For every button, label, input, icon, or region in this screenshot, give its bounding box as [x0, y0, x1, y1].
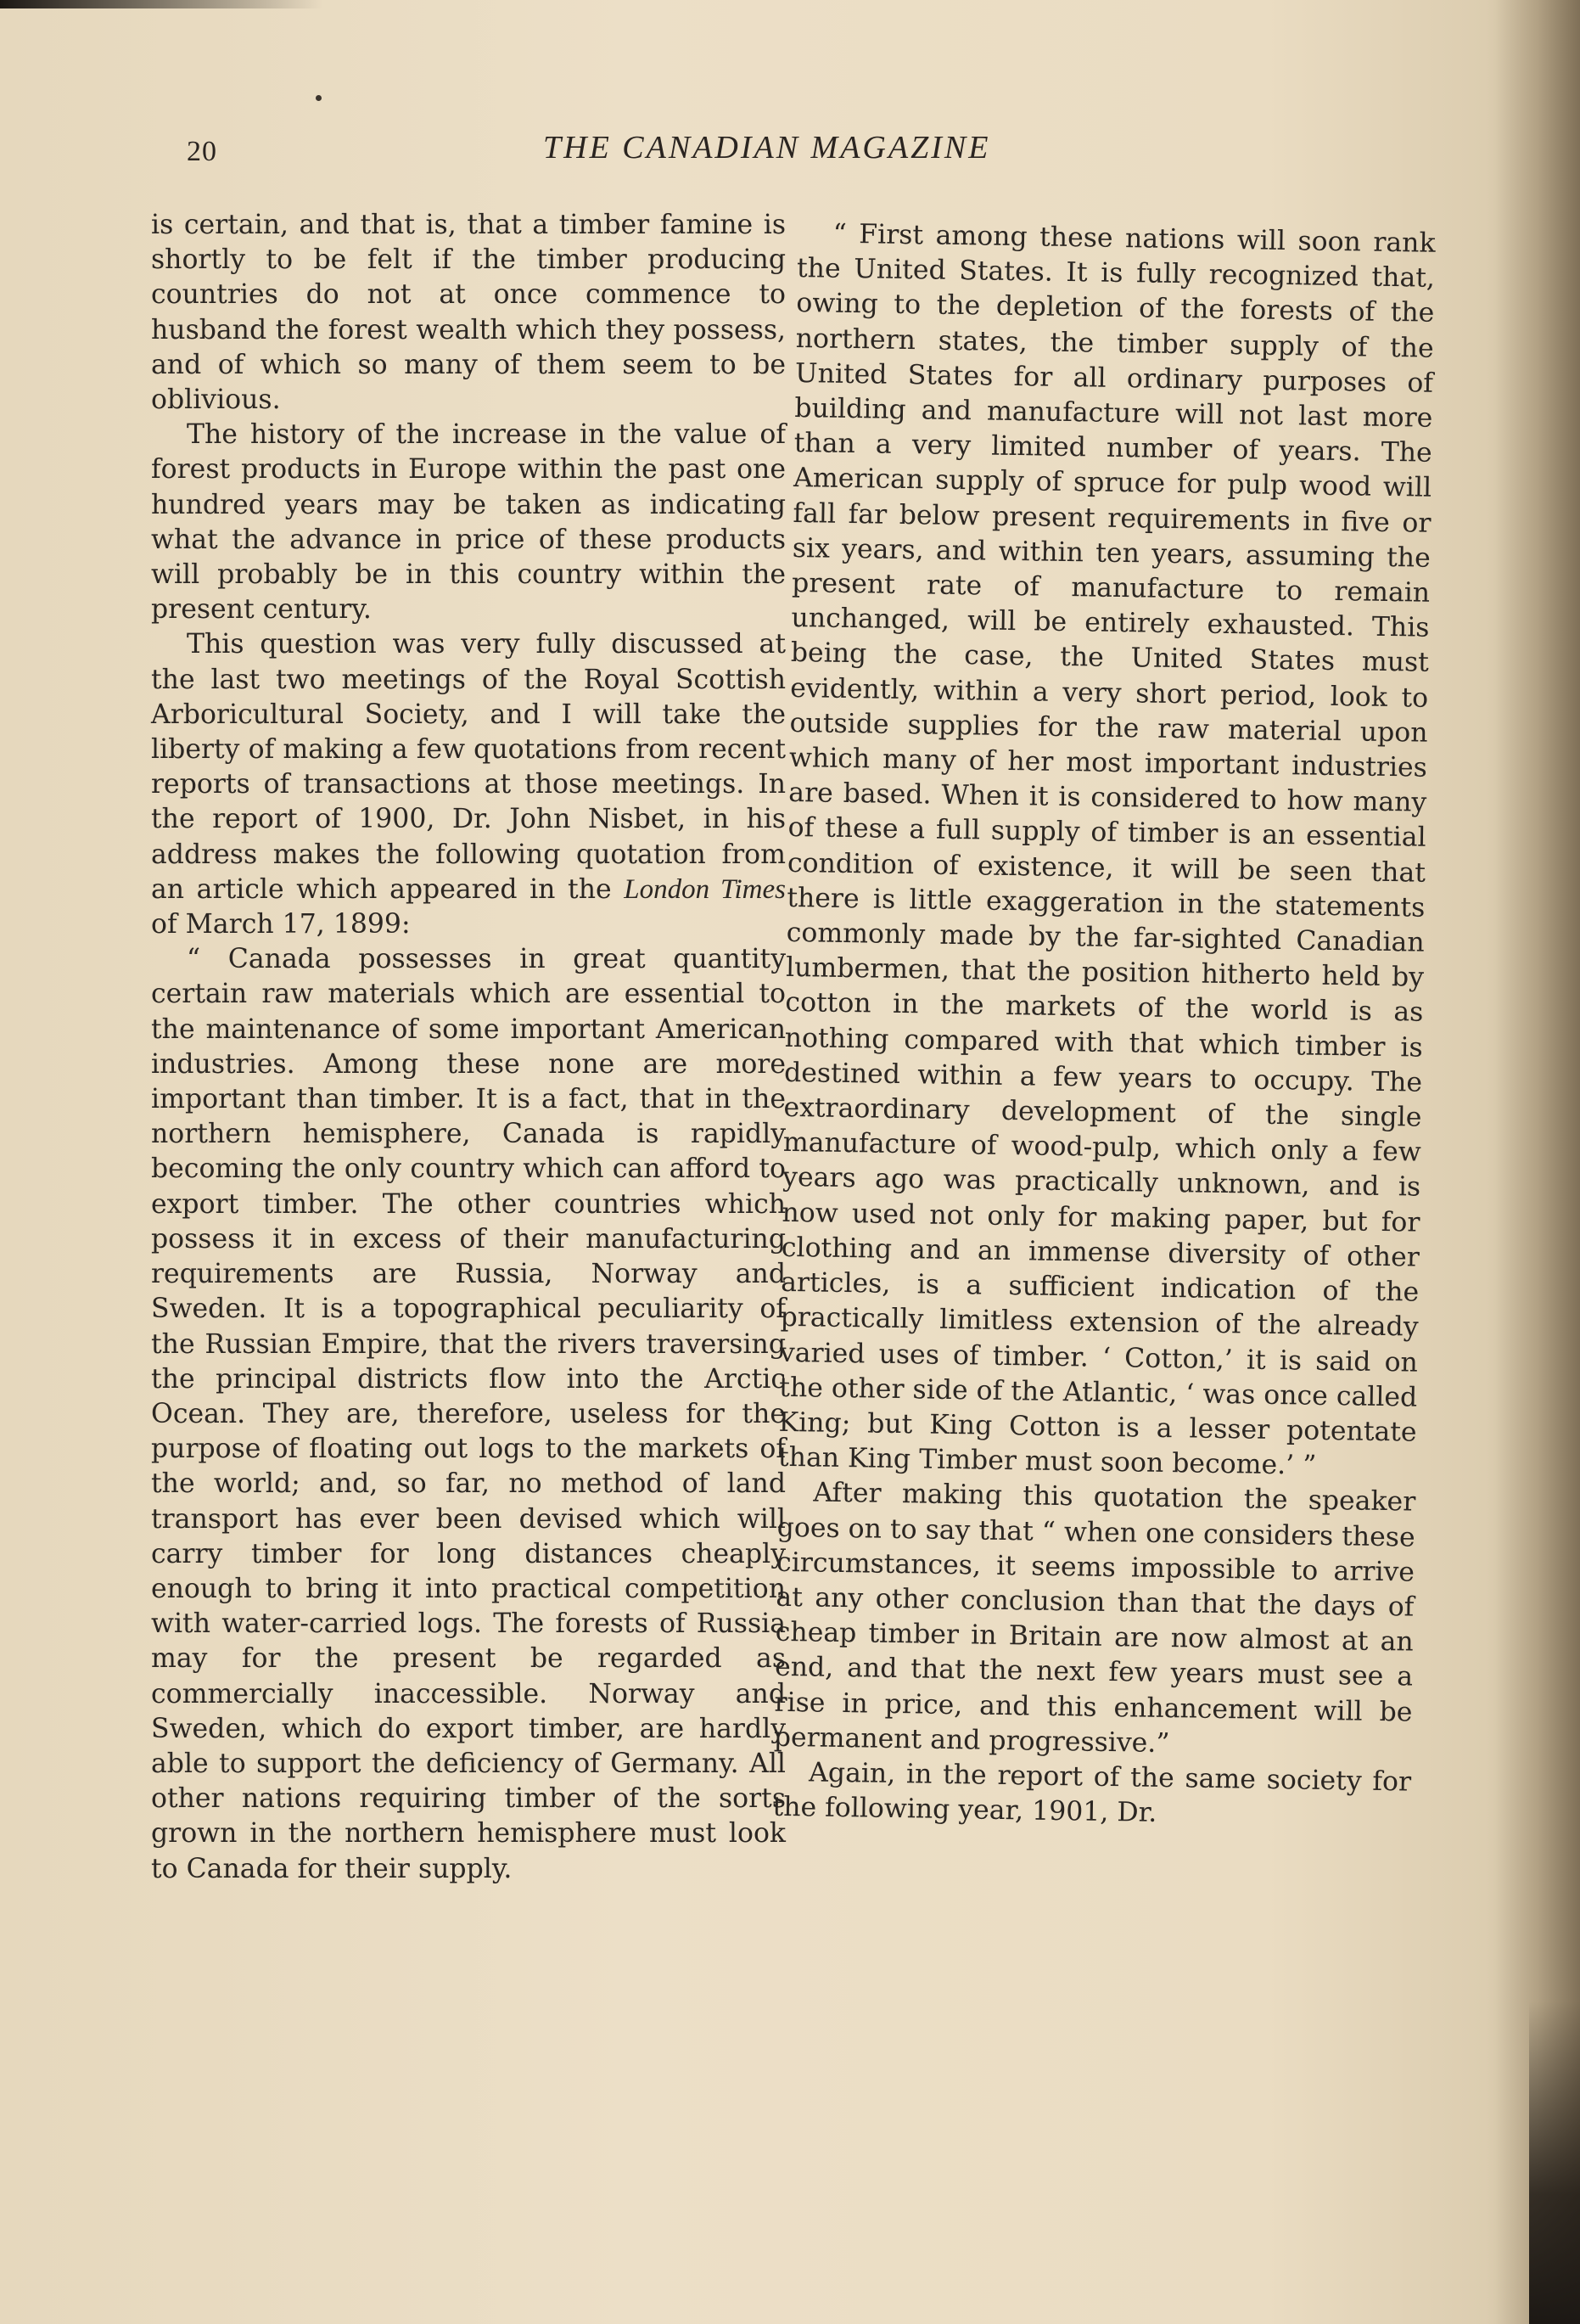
- left-paragraph-3-text: This question was very fully discussed at the last two meetings of the Royal Scottish Arboricultural Society, and I will take the liberty of making a few quotations from recent reports of transactions at those meetings. In the report of 1900, Dr. John Nisbet, in his address makes the following quotation from an article which appeared in the: [151, 629, 786, 905]
- page-binding-shadow: [1495, 0, 1580, 2324]
- right-paragraph-3: Again, in the report of the same society for the following year, 1901, Dr.: [772, 1757, 1412, 1829]
- right-paragraph-1-quotation: “ First among these nations will soon rank the United States. It is fully recognized that, owing to the depletion of the forests of the northern states, the timber supply of the United States for all ordinary purposes of building and manufacture will not last more than a very limited number of years. The American supply of spruce for pulp wood will fall far below present requirements in five or six years, and within ten years, assuming the present rate of manufacture to remain unchanged, will be entirely exhausted. This being the case, the United States must evidently, within a very short period, look to outside supplies for the raw material upon which many of her most important industries are based. When it is considered to how many of these a full supply of timber is an essential condition of existence, it will be seen that there is little exaggeration in the statements commonly made by the far-sighted Canadian lumbermen, that the position hitherto held by cotton in the markets of the world is as nothing compared with that which timber is destined within a few years to occupy. The extraordinary development of the single manufacture of wood-pulp, which only a few years ago was practically unknown, and is now used not only for making paper, but for clothing and an immense diversity of other articles, is a sufficient indication of the practically limitless extension of the already varied uses of timber. ‘ Cotton,’ it is said on the other side of the Atlantic, ‘ was once called King; but King Cotton is a lesser potentate than King Timber must soon become.’ ”: [777, 218, 1436, 1481]
- page-header: [187, 129, 1460, 188]
- ink-speck: [316, 95, 322, 101]
- left-paragraph-2: The history of the increase in the value of forest products in Europe within the past one hundred years may be taken as indicating what the advance in price of these products will probably be in this country within the present century.: [151, 419, 786, 626]
- page-corner-shadow: [1529, 2001, 1580, 2324]
- left-paragraph-4-quotation: “ Canada possesses in great quantity certain raw materials which are essential to the maintenance of some important American industries. Among these none are more important than timber. It is a fact, that in the northern hemisphere, Canada is rapidly becoming the only country which can afford to export timber. The other countries which possess it in excess of their manufacturing requirements are Russia, Norway and Sweden. It is a topographical peculiarity of the Russian Empire, that the rivers traversing the principal districts flow into the Arctic Ocean. They are, therefore, useless for the purpose of floating out logs to the markets of the world; and, so far, no method of land transport has ever been devised which will carry timber for long distances cheaply enough to bring it into practical competition with water-carried logs. The forests of Russia may for the present be regarded as commercially inaccessible. Norway and Sweden, which do export timber, are hardly able to support the deficiency of Germany. All other nations requiring timber of the sorts grown in the northern hemisphere must look to Canada for their supply.: [151, 944, 786, 1884]
- right-column: [772, 216, 1436, 1835]
- right-paragraph-2: After making this quotation the speaker goes on to say that “ when one considers these circumstances, it seems impossible to arrive at any other conclusion than that the days of cheap timber in Britain are now almost at an end, and that the next few years must see a rise in price, and this enhancement will be permanent and progressive.”: [773, 1477, 1416, 1759]
- page-number: 20: [187, 136, 217, 167]
- left-paragraph-3: [151, 627, 786, 942]
- running-title: THE CANADIAN MAGAZINE: [543, 130, 991, 166]
- left-paragraph-1: is certain, and that is, that a timber famine is shortly to be felt if the timber producing countries do not at once commence to husband the forest wealth which they possess, and of which so many of them seem to be oblivious.: [151, 210, 786, 416]
- left-column: [151, 208, 786, 1887]
- page-edge-shadow-top: [0, 0, 322, 8]
- publication-title: London Times: [624, 873, 787, 905]
- left-paragraph-3-date: of March 17, 1899:: [151, 909, 411, 940]
